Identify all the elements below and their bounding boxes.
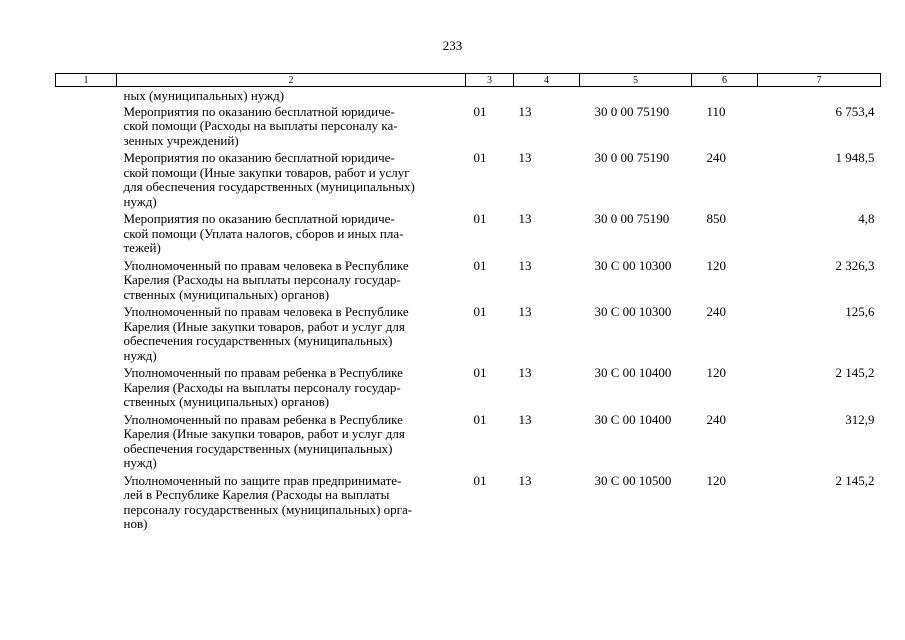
row-name: [117, 151, 466, 212]
row-name: [117, 212, 466, 259]
header-row: [56, 74, 881, 87]
row-amount: 4,8: [858, 211, 875, 226]
table-row: [56, 305, 881, 366]
row-col-1: [56, 413, 117, 474]
row-name-line: Уполномоченный по правам ребенка в Республике: [123, 365, 403, 380]
row-col-1: [56, 366, 117, 413]
row-name-line: Карелия (Иные закупки товаров, работ и услуг для: [123, 426, 405, 441]
row-name-line: Мероприятия по оказанию бесплатной юридиче-: [123, 103, 395, 119]
header-col-1: 1: [56, 74, 117, 87]
table-row: [56, 366, 881, 413]
row-name-line: Мероприятия по оказанию бесплатной юридиче-: [123, 211, 395, 226]
row-target-article: 30 0 00 75190: [594, 211, 670, 226]
row-expense-type: 120: [706, 257, 726, 273]
row-section: 01: [473, 365, 487, 380]
row-name-line: ской помощи (Уплата налогов, сборов и иных пла-: [123, 225, 404, 241]
row-target-article: 30 0 00 75190: [594, 103, 670, 119]
row-name-line: Мероприятия по оказанию бесплатной юридиче-: [123, 150, 395, 165]
row-expense-type: 240: [706, 304, 726, 319]
row-name-line: ской помощи (Иные закупки товаров, работ и услуг: [123, 164, 410, 180]
table-body: [56, 87, 881, 535]
row-name-line: ственных (муниципальных) органов): [123, 394, 330, 409]
row-subsection: 13: [518, 304, 532, 319]
continuation-row: [56, 87, 881, 105]
row-expense-type: 110: [706, 103, 726, 119]
header-col-5: 5: [580, 74, 692, 87]
row-name-line: нужд): [123, 347, 157, 363]
row-name-line: Карелия (Расходы на выплаты персоналу государ-: [123, 272, 401, 287]
row-col-1: [56, 305, 117, 366]
row-name-line: лей в Республике Карелия (Расходы на выплаты: [123, 487, 390, 502]
row-name-line: Уполномоченный по правам человека в Республике: [123, 257, 409, 273]
row-name-line: нужд): [123, 455, 157, 470]
row-col-1: [56, 259, 117, 306]
table-row: [56, 413, 881, 474]
header-col-7: 7: [758, 74, 881, 87]
row-name-line: Карелия (Иные закупки товаров, работ и услуг для: [123, 318, 405, 334]
row-name: [117, 305, 466, 366]
row-subsection: 13: [518, 365, 532, 380]
row-expense-type: 120: [706, 472, 726, 488]
row-amount: 2 145,2: [835, 365, 875, 380]
row-expense-type: 850: [706, 211, 726, 226]
row-amount: 2 326,3: [835, 257, 875, 273]
row-col-1: [56, 474, 117, 535]
row-name: [117, 259, 466, 306]
row-subsection: 13: [518, 150, 532, 165]
row-section: 01: [473, 103, 487, 119]
row-target-article: 30 С 00 10300: [594, 257, 672, 273]
table-row: [56, 151, 881, 212]
row-subsection: 13: [518, 211, 532, 226]
row-section: 01: [473, 211, 487, 226]
row-name-line: Уполномоченный по правам ребенка в Республике: [123, 411, 403, 427]
row-amount: 1 948,5: [835, 150, 875, 165]
table-row: [56, 474, 881, 535]
row-name-line: нов): [123, 516, 148, 531]
row-col-1: [56, 151, 117, 212]
continuation-text: ных (муниципальных) нужд): [123, 88, 285, 103]
row-subsection: 13: [518, 257, 532, 273]
row-name-line: Уполномоченный по защите прав предпринимате-: [123, 472, 402, 488]
row-expense-type: 120: [706, 365, 726, 380]
page-number: 233: [442, 38, 463, 53]
table-row: [56, 105, 881, 152]
row-target-article: 30 С 00 10400: [594, 365, 672, 380]
row-amount: 312,9: [845, 411, 875, 427]
table-header: [56, 74, 881, 87]
row-subsection: 13: [518, 472, 532, 488]
row-name-line: Уполномоченный по правам человека в Республике: [123, 304, 409, 319]
row-name: [117, 474, 466, 535]
header-col-6: 6: [692, 74, 758, 87]
row-subsection: 13: [518, 411, 532, 427]
row-name-line: для обеспечения государственных (муниципальных): [123, 179, 415, 194]
header-col-4: 4: [514, 74, 580, 87]
row-name-line: обеспечения государственных (муниципальных): [123, 440, 393, 456]
row-target-article: 30 С 00 10300: [594, 304, 672, 319]
row-name-line: тежей): [123, 240, 161, 255]
budget-table: [55, 73, 881, 535]
header-col-2: 2: [117, 74, 466, 87]
row-expense-type: 240: [706, 150, 726, 165]
row-expense-type: 240: [706, 411, 726, 427]
row-section: 01: [473, 150, 487, 165]
row-section: 01: [473, 411, 487, 427]
row-name: [117, 366, 466, 413]
row-name-line: персоналу государственных (муниципальных) орга-: [123, 501, 413, 517]
row-section: 01: [473, 257, 487, 273]
row-section: 01: [473, 304, 487, 319]
row-name-line: зенных учреждений): [123, 132, 239, 148]
table-row: [56, 212, 881, 259]
row-name-line: обеспечения государственных (муниципальных): [123, 333, 393, 348]
row-name-line: нужд): [123, 193, 157, 209]
row-amount: 2 145,2: [835, 472, 875, 488]
header-col-3: 3: [466, 74, 514, 87]
row-subsection: 13: [518, 103, 532, 119]
row-name: [117, 105, 466, 152]
row-name-line: ственных (муниципальных) органов): [123, 286, 330, 302]
row-section: 01: [473, 472, 487, 488]
row-name-line: Карелия (Расходы на выплаты персоналу государ-: [123, 379, 401, 395]
row-name-line: ской помощи (Расходы на выплаты персоналу ка-: [123, 118, 398, 133]
row-amount: 125,6: [845, 304, 875, 319]
row-col-1: [56, 105, 117, 152]
row-name: [117, 413, 466, 474]
row-col-1: [56, 212, 117, 259]
row-target-article: 30 С 00 10400: [594, 411, 672, 427]
table-row: [56, 259, 881, 306]
row-amount: 6 753,4: [835, 103, 875, 119]
row-target-article: 30 С 00 10500: [594, 472, 672, 488]
row-target-article: 30 0 00 75190: [594, 150, 670, 165]
